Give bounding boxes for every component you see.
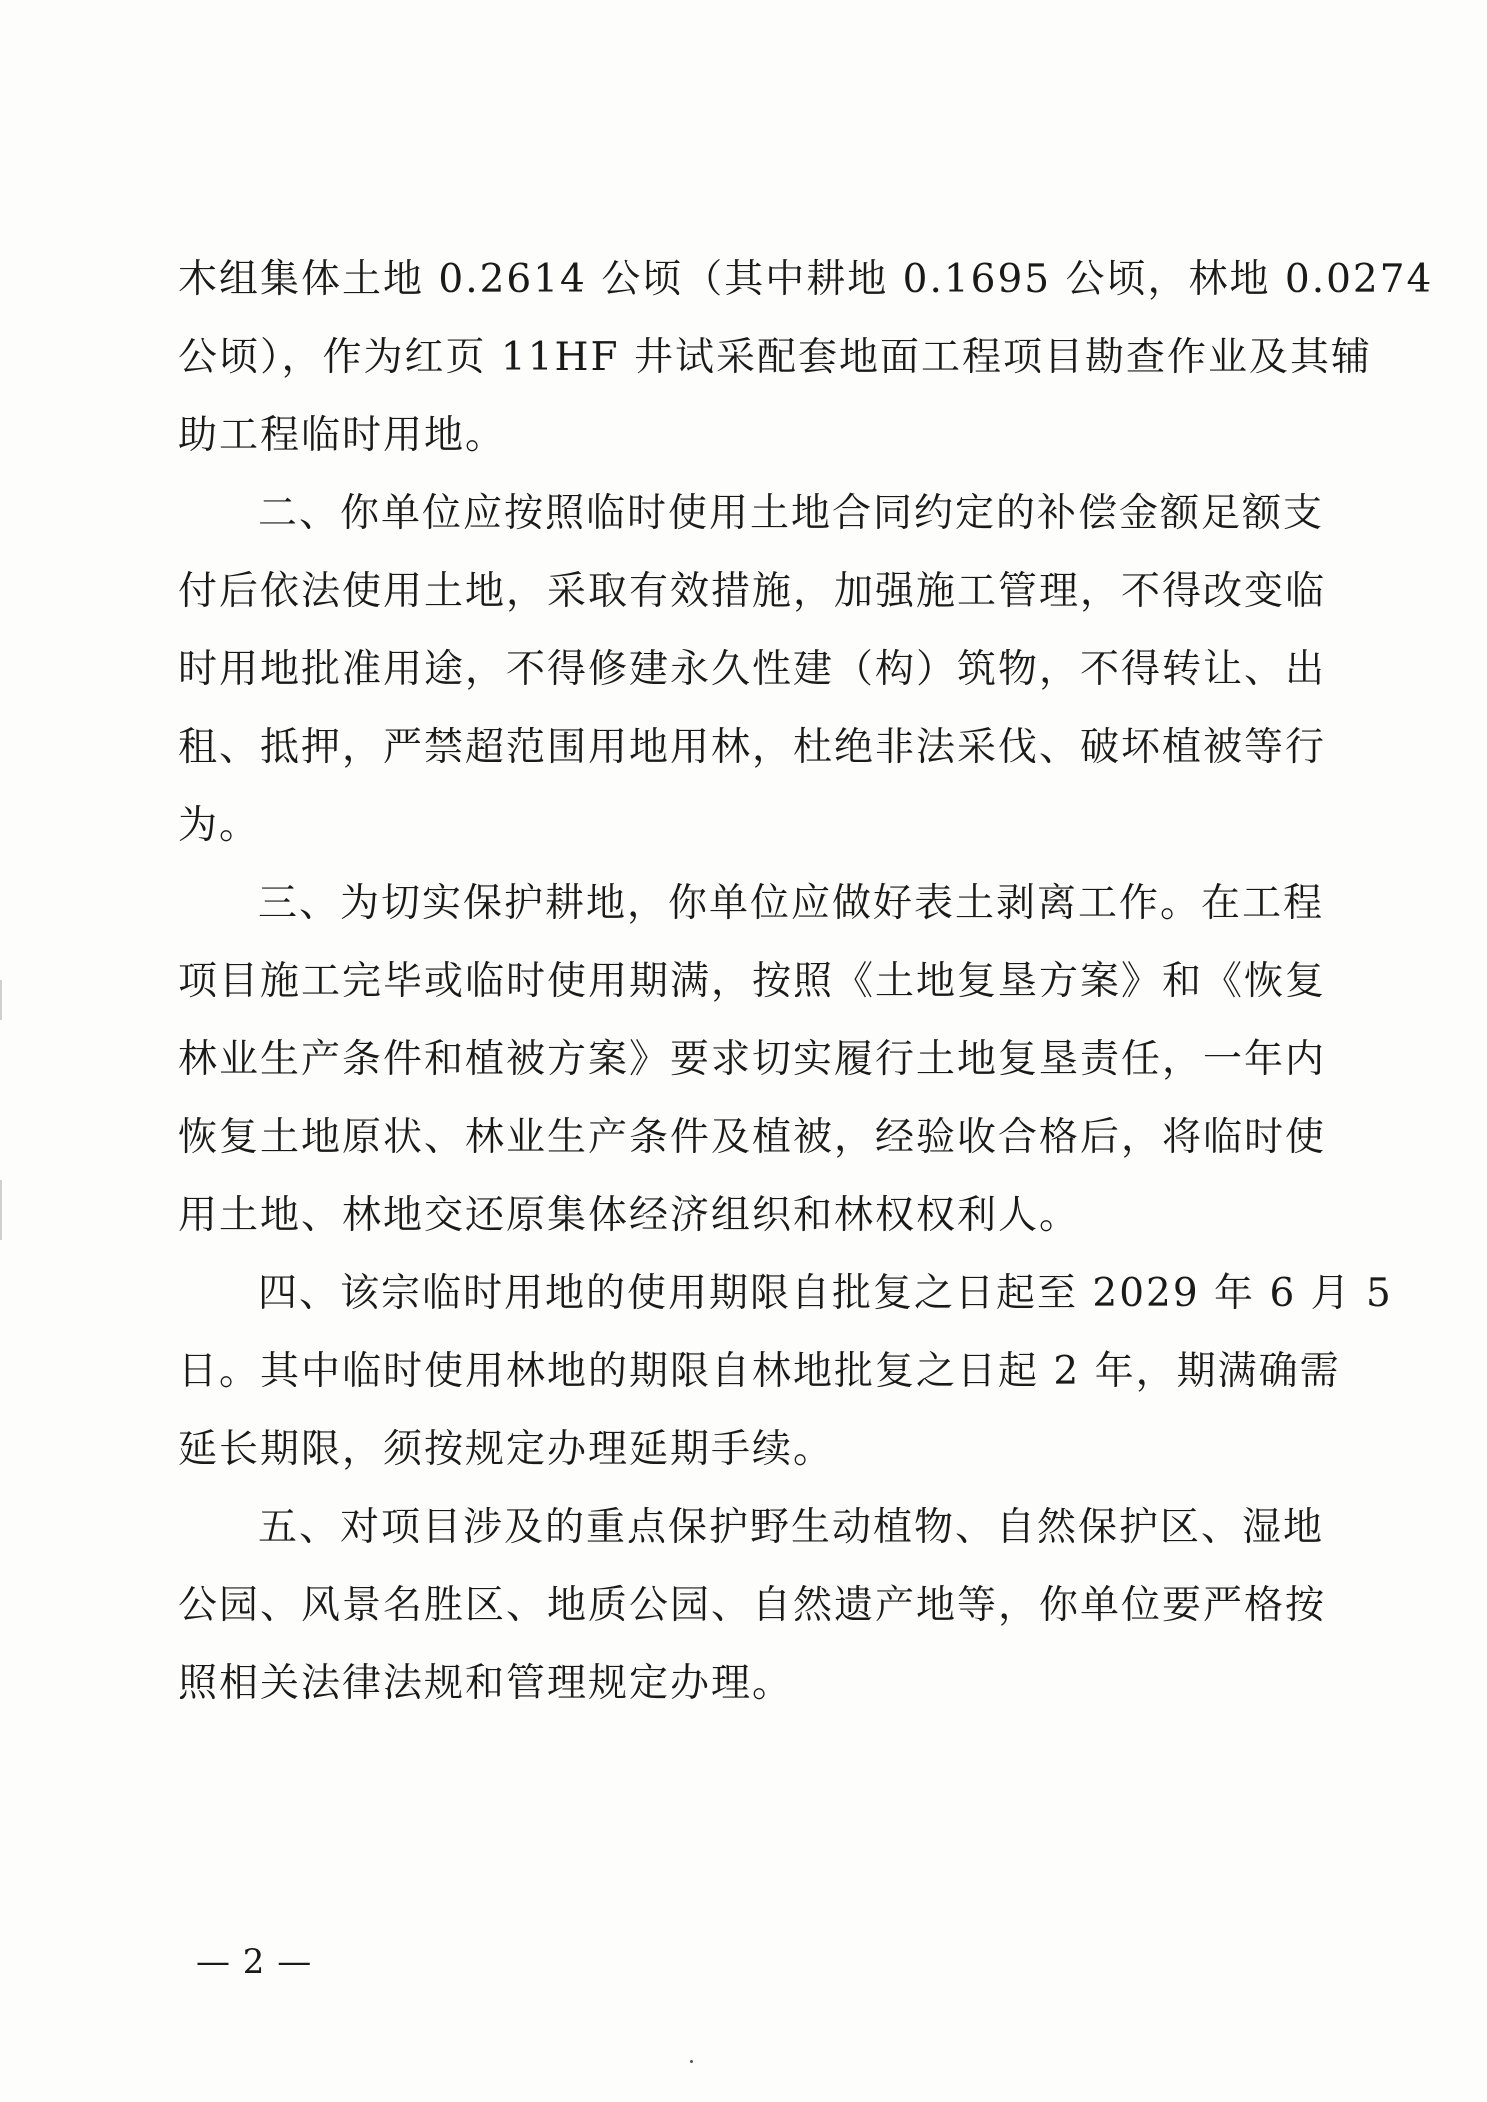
body-line: 助工程临时用地。 bbox=[178, 413, 507, 458]
body-line: 延长期限，须按规定办理延期手续。 bbox=[178, 1427, 835, 1472]
body-line: 木组集体土地 0.2614 公顷（其中耕地 0.1695 公顷，林地 0.0274 bbox=[178, 257, 1434, 302]
body-line: 为。 bbox=[178, 803, 261, 848]
body-line: 恢复土地原状、林业生产条件及植被，经验收合格后，将临时使 bbox=[178, 1115, 1327, 1160]
body-line: 公顷），作为红页 11HF 井试采配套地面工程项目勘查作业及其辅 bbox=[178, 335, 1372, 380]
body-line: 照相关法律法规和管理规定办理。 bbox=[178, 1661, 794, 1706]
scan-edge-mark bbox=[0, 980, 2, 1020]
body-line: 租、抵押，严禁超范围用地用林，杜绝非法采伐、破坏植被等行 bbox=[178, 725, 1327, 770]
body-line: 时用地批准用途，不得修建永久性建（构）筑物，不得转让、出 bbox=[178, 647, 1327, 692]
scan-speck bbox=[690, 2060, 693, 2063]
body-line: 公园、风景名胜区、地质公园、自然遗产地等，你单位要严格按 bbox=[178, 1583, 1327, 1628]
body-line: 四、该宗临时用地的使用期限自批复之日起至 2029 年 6 月 5 bbox=[258, 1271, 1393, 1316]
body-line: 用土地、林地交还原集体经济组织和林权权利人。 bbox=[178, 1193, 1081, 1238]
body-line: 五、对项目涉及的重点保护野生动植物、自然保护区、湿地 bbox=[258, 1505, 1325, 1550]
body-line: 付后依法使用土地，采取有效措施，加强施工管理，不得改变临 bbox=[178, 569, 1327, 614]
body-line: 林业生产条件和植被方案》要求切实履行土地复垦责任，一年内 bbox=[178, 1037, 1327, 1082]
body-line: 日。其中临时使用林地的期限自林地批复之日起 2 年，期满确需 bbox=[178, 1349, 1341, 1394]
body-line: 三、为切实保护耕地，你单位应做好表土剥离工作。在工程 bbox=[258, 881, 1325, 926]
page-number: — 2 — bbox=[196, 1942, 313, 1982]
body-line: 二、你单位应按照临时使用土地合同约定的补偿金额足额支 bbox=[258, 491, 1325, 536]
body-line: 项目施工完毕或临时使用期满，按照《土地复垦方案》和《恢复 bbox=[178, 959, 1327, 1004]
scan-edge-mark bbox=[0, 1180, 2, 1240]
